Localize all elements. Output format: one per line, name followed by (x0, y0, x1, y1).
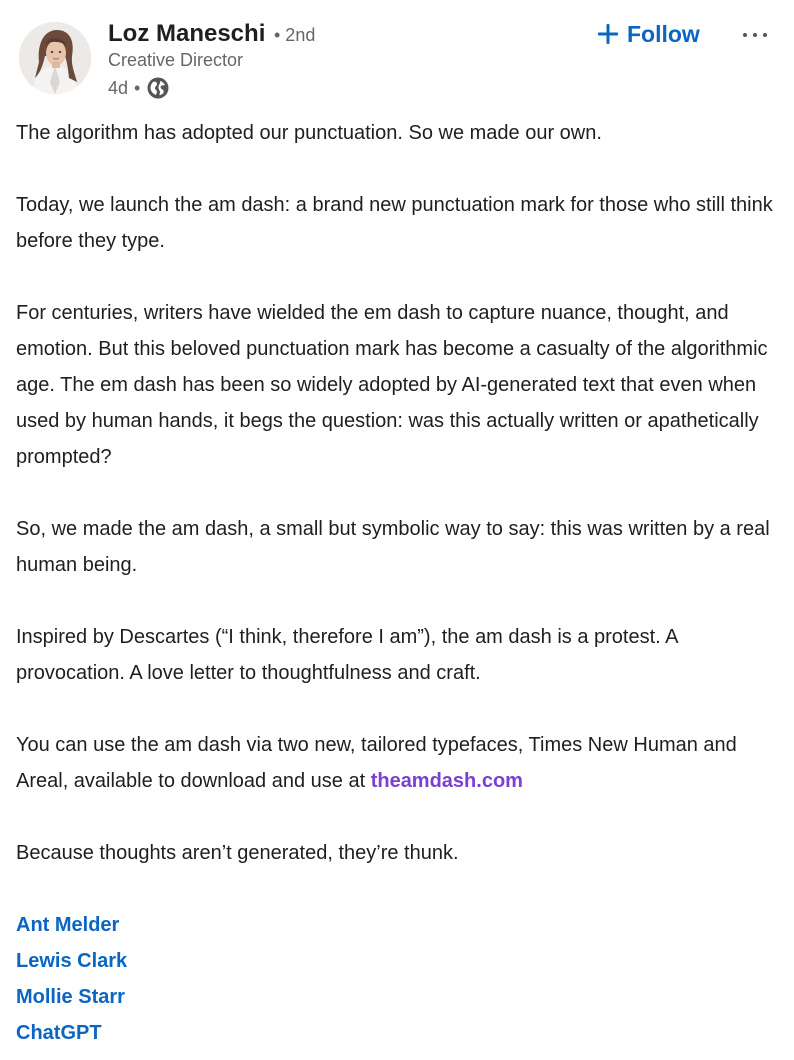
mention-link[interactable]: ChatGPT (16, 1022, 102, 1044)
post-content (16, 115, 784, 1051)
mention-link[interactable]: Ant Melder (16, 914, 120, 936)
post-paragraph: The algorithm has adopted our punctuation. So we made our own. (16, 122, 602, 144)
mention-link[interactable]: Lewis Clark (16, 950, 128, 972)
post-header (0, 0, 794, 110)
mention-link[interactable]: Mollie Starr (16, 986, 125, 1008)
meta-separator: • (134, 77, 141, 98)
post-paragraph: For centuries, writers have wielded the em dash to capture nuance, thought, and emotion. But this beloved punctuation mark has become a casualty of the algorithmic age. The em dash has been so widely adopted by AI-generated text that even when used by human hands, it begs the question: was this actually written or apathetically prompted? (16, 302, 768, 468)
follow-label: Follow (627, 20, 700, 47)
website-link[interactable]: theamdash.com (370, 770, 523, 792)
author-name[interactable]: Loz Maneschi (108, 20, 266, 47)
author-headline: Creative Director (108, 50, 244, 70)
author-avatar[interactable] (19, 22, 91, 94)
follow-button[interactable] (596, 18, 700, 50)
connection-degree: • 2nd (274, 25, 316, 45)
globe-icon (146, 76, 170, 100)
avatar-photo (19, 22, 91, 94)
post-paragraph: Today, we launch the am dash: a brand new punctuation mark for those who still think before they type. (16, 194, 773, 252)
ellipsis-icon[interactable] (740, 20, 770, 50)
post-paragraph: So, we made the am dash, a small but symbolic way to say: this was written by a real human being. (16, 518, 770, 576)
mentions-list (16, 907, 784, 1051)
plus-icon (596, 22, 620, 46)
post-paragraph: Because thoughts aren’t generated, they’re thunk. (16, 842, 459, 864)
post-timestamp[interactable]: 4d (108, 77, 129, 98)
post-paragraph: Inspired by Descartes (“I think, therefore I am”), the am dash is a protest. A provocation. A love letter to thoughtfulness and craft. (16, 626, 678, 684)
post-meta (108, 75, 170, 101)
paragraph-text: You can use the am dash via two new, tailored typefaces, Times New Human and Areal, available to download and use at (16, 734, 737, 792)
post-paragraph (16, 727, 784, 799)
